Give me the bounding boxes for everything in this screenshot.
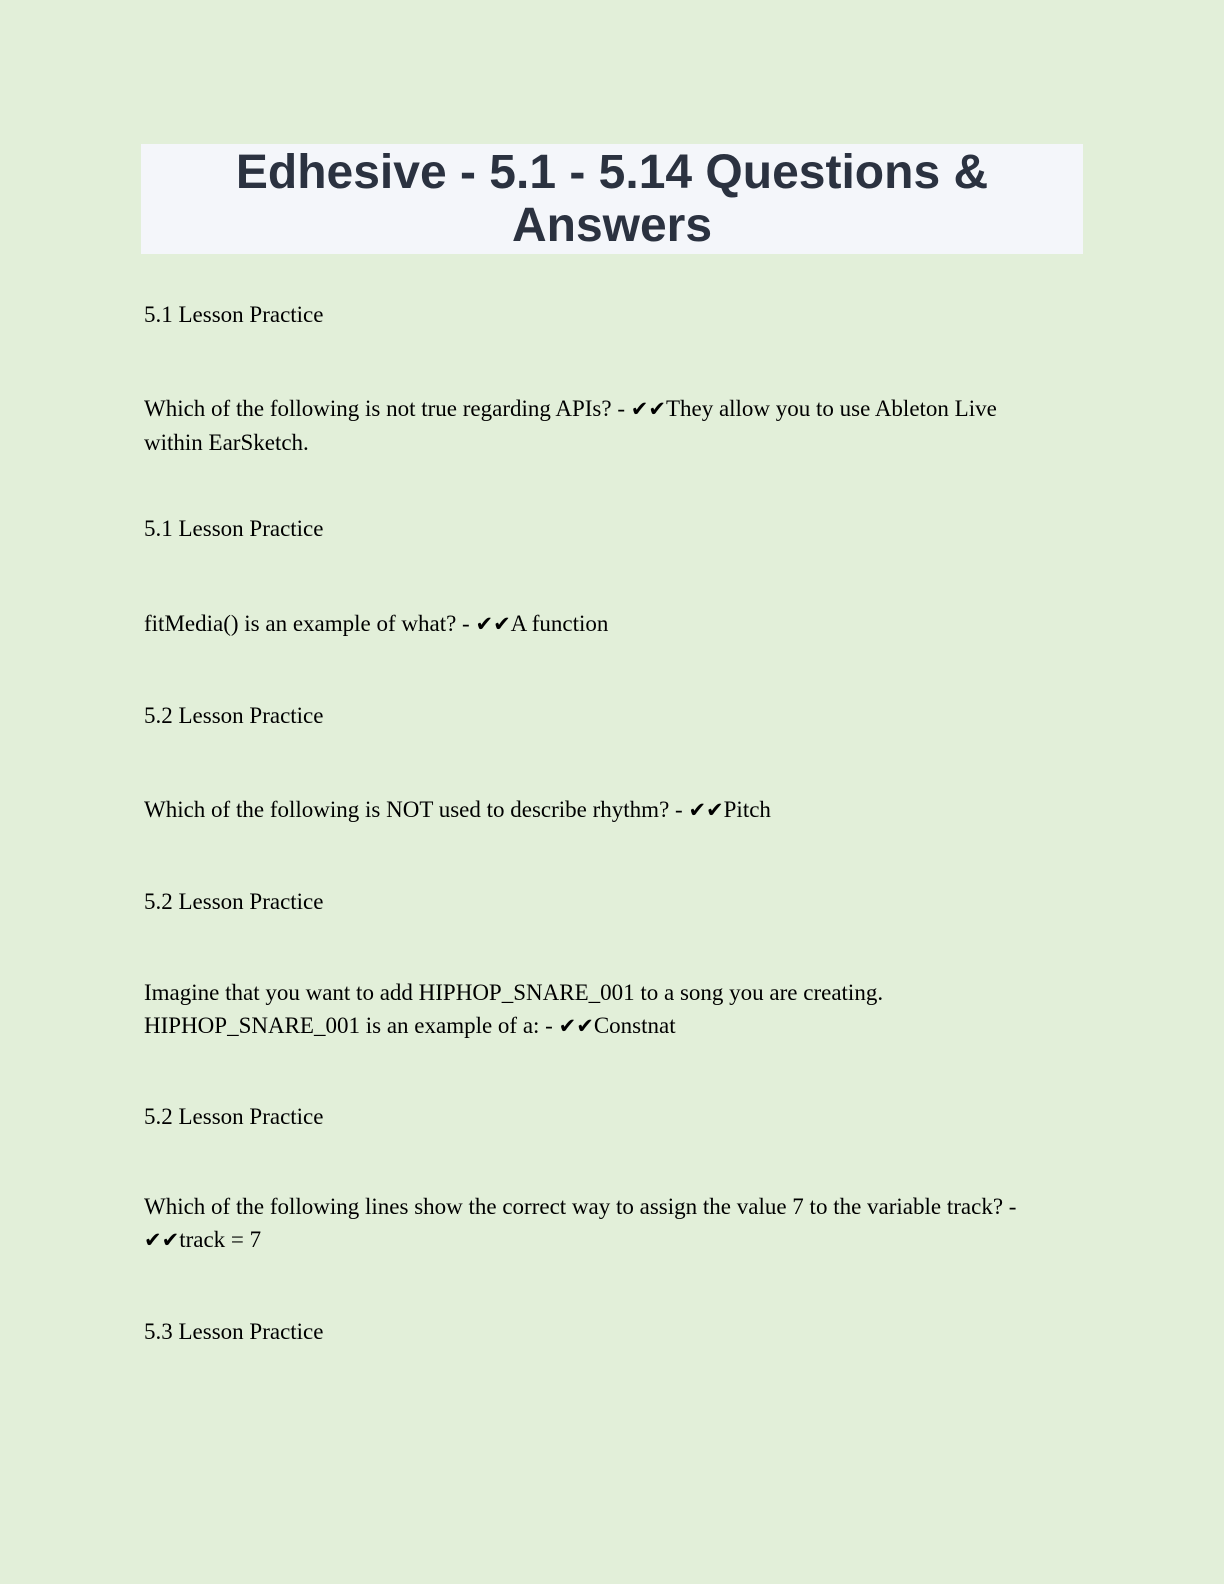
question-text: Which of the following is not true regarding APIs? -	[144, 396, 631, 421]
section-heading: 5.2 Lesson Practice	[144, 703, 324, 728]
checkmark-icon: ✔✔	[144, 1228, 180, 1252]
document-title: Edhesive - 5.1 - 5.14 Questions & Answers	[235, 146, 989, 252]
question-text: Imagine that you want to add HIPHOP_SNARE_001 to a song you are creating. HIPHOP_SNARE_001 is an example of a: -	[144, 980, 889, 1038]
section-heading: 5.3 Lesson Practice	[144, 1319, 324, 1344]
answer-text: track = 7	[179, 1227, 262, 1252]
checkmark-icon: ✔✔	[475, 612, 511, 636]
checkmark-icon: ✔✔	[558, 1014, 594, 1038]
question-answer	[144, 392, 1044, 459]
question-answer	[144, 793, 1084, 827]
section-heading: 5.1 Lesson Practice	[144, 516, 324, 541]
section-heading: 5.2 Lesson Practice	[144, 889, 324, 914]
answer-text: Pitch	[723, 797, 771, 822]
question-answer	[144, 976, 934, 1043]
checkmark-icon: ✔✔	[630, 397, 666, 421]
question-answer	[144, 1190, 1059, 1257]
section-heading: 5.1 Lesson Practice	[144, 302, 324, 327]
checkmark-icon: ✔✔	[688, 798, 724, 822]
answer-text: A function	[510, 611, 609, 636]
question-answer	[144, 607, 1084, 641]
section-heading: 5.2 Lesson Practice	[144, 1104, 324, 1129]
answer-text: They allow you to use Ableton Live within EarSketch.	[144, 396, 1003, 455]
answer-text: Constnat	[593, 1013, 676, 1038]
question-text: Which of the following is NOT used to describe rhythm? -	[144, 797, 689, 822]
question-text: Which of the following lines show the correct way to assign the value 7 to the variable track? -	[144, 1194, 1023, 1219]
question-text: fitMedia() is an example of what? -	[144, 611, 476, 636]
title-banner	[141, 144, 1083, 254]
